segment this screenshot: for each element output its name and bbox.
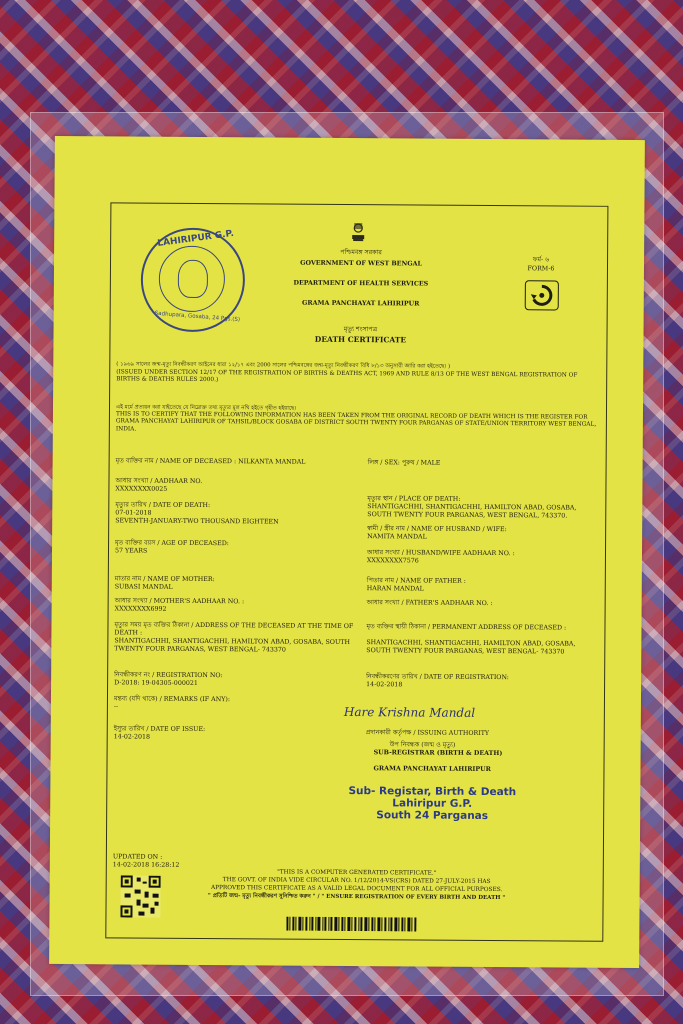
stamp-line-2: Lahiripur G.P. [392,797,473,810]
father-aadhaar-label: আধার সংখ্যা / FATHER'S AADHAAR NO. : [366,599,493,608]
permanent-address-label: মৃত ব্যক্তির স্থায়ী ঠিকানা / PERMANENT ADDRESS OF DECEASED : [366,623,567,632]
office-title: GRAMA PANCHAYAT LAHIRIPUR [302,299,420,308]
spouse-value: NAMITA MANDAL [367,533,427,541]
seal-top-text: LAHIRIPUR G.P. [156,228,235,249]
registrar-stamp [347,785,517,822]
registration-date-label: নিবন্ধীকরণের তারিখ / DATE OF REGISTRATION: [366,673,509,682]
lahiripur-gp-seal [141,228,246,333]
aadhaar-label: আধার সংখ্যা / AADHAAR NO. [115,477,203,485]
mother-label: মাতার নাম / NAME OF MOTHER: [114,575,215,584]
updated-value: 14-02-2018 16:28:12 [112,861,180,869]
place-of-death-label: মৃত্যুর স্থান / PLACE OF DEATH: [367,495,461,503]
footer-slogan: " প্রতিটি জন্ম- মৃত্যু নিবন্ধীকরণ সুনিশ্চিত করুন " / " ENSURE REGISTRATION OF EVERY BIRTH AND DEATH " [207,893,506,902]
date-of-death-value: 07-01-2018 [115,509,152,517]
issue-date-label: ইস্যুর তারিখ / DATE OF ISSUE: [113,725,206,734]
dept-title: DEPARTMENT OF HEALTH SERVICES [293,279,429,288]
form-logo-icon [525,280,559,310]
issue-date-value: 14-02-2018 [113,733,151,741]
barcode [286,917,416,932]
govt-bn: পশ্চিমবঙ্গ সরকার [340,248,382,257]
footer-line-1: "THIS IS A COMPUTER GENERATED CERTIFICATE." [277,869,437,877]
registration-no-label: নিবন্ধীকরণ নং / REGISTRATION NO: [114,671,223,680]
certify-bn: এই মর্মে প্রত্যয়ন করা যাইতেছে যে নিম্নোক্ত তথ্য মৃত্যুর মূল নথি হইতে গৃহীত হইয়াছে। [115,404,297,412]
aadhaar-value: XXXXXXXX0025 [115,485,168,493]
certify-statement: THIS IS TO CERTIFY THAT THE FOLLOWING INFORMATION HAS BEEN TAKEN FROM THE ORIGINAL RECORD OF DEATH WHICH IS THE REGISTER FOR GRAMA PANCHAYAT LAHIRIPUR OF TAHSIL/BLOCK GOSABA OF DISTRICT SOUTH TWENTY FOUR PARGANAS OF STATE/UNION TERRITORY WEST BENGAL, INDIA. [115,411,597,433]
registration-date-value: 14-02-2018 [366,681,403,689]
remarks-label: মন্তব্য (যদি থাকে) / REMARKS (IF ANY): [113,695,230,704]
footer-line-2: THE GOVT. OF INDIA VIDE CIRCULAR NO. 1/12/2014-VS(CRS) DATED 27-JULY-2015 HAS [222,877,491,886]
death-certificate [49,136,645,968]
certificate-border [105,202,608,941]
remarks-value: -- [113,703,119,711]
mother-value: SUBASI MANDAL [114,583,173,591]
registrar-title: SUB-REGISTRAR (BIRTH & DEATH) [373,749,503,758]
govt-title: GOVERNMENT OF WEST BENGAL [300,259,422,268]
spouse-aadhaar-label: আধার সংখ্যা / HUSBAND/WIFE AADHAAR NO. : [366,549,515,558]
form-number: FORM-6 [527,265,555,273]
mother-aadhaar-value: XXXXXXXX6992 [114,605,167,613]
authority-office: GRAMA PANCHAYAT LAHIRIPUR [373,765,491,774]
mother-aadhaar-label: আধার সংখ্যা / MOTHER'S AADHAAR NO. : [114,597,245,606]
registration-no-value: D-2018: 19-04305-000021 [114,679,198,687]
age-value: 57 YEARS [114,547,148,555]
spouse-aadhaar-value: XXXXXXXX7576 [366,557,419,565]
spouse-label: স্বামী / স্ত্রীর নাম / NAME OF HUSBAND / WIFE: [367,525,507,534]
father-value: HARAN MANDAL [366,585,424,593]
address-value: SHANTIGACHHI, SHANTIGACHHI, HAMILTON ABAD, GOSABA, SOUTH TWENTY FOUR PARGANAS, WEST BENGAL- 743370 [114,637,351,654]
place-of-death-value: SHANTIGACHHI, SHANTIGACHHI, HAMILTON ABAD, GOSABA, SOUTH TWENTY FOUR PARGANAS, WEST BENGAL, 743370. [367,503,577,520]
name-of-deceased: মৃত ব্যক্তির নাম / NAME OF DECEASED : NILKANTA MANDAL [115,457,306,466]
national-emblem-icon [349,219,367,243]
registrar-signature: Hare Krishna Mandal [343,704,476,720]
sex-field: লিঙ্গ / SEX: পুরুষ / MALE [367,459,441,467]
age-label: মৃত ব্যক্তির বয়স / AGE OF DECEASED: [115,539,229,548]
portrait-icon [178,260,208,298]
issued-under: (ISSUED UNDER SECTION 12/17 OF THE REGISTRATION OF BIRTHS & DEATHS ACT, 1969 AND RULE 8/13 OF THE WEST BENGAL REGISTRATION OF BIRTHS & DEATHS RULES 2000.) [116,369,578,384]
issued-under-bn: ( ১৯৬৯ সালের জন্ম-মৃত্যু নিবন্ধীকরণ আইনের ধারা ১২/১৭ এবং 2000 সালের পশ্চিমবঙ্গের জন্ম-মৃত্যু নিবন্ধীকরণ বিধি ৮/১৩ অনুসারী জারি করা হইতেছে। ) [116,361,451,370]
stamp-line-3: South 24 Parganas [376,809,489,822]
footer-line-3: APPROVED THIS CERTIFICATE AS A VALID LEGAL DOCUMENT FOR ALL OFFICIAL PURPOSES. [210,885,503,894]
date-of-death-label: মৃত্যুর তারিখ / DATE OF DEATH: [115,501,211,510]
father-label: পিতার নাম / NAME OF FATHER : [366,577,466,585]
certificate-title: DEATH CERTIFICATE [314,334,407,345]
updated-label: UPDATED ON : [112,853,163,861]
date-of-death-words: SEVENTH-JANUARY-TWO THOUSAND EIGHTEEN [115,517,279,526]
permanent-address-value: SHANTIGACHHI, SHANTIGACHHI, HAMILTON ABAD, GOSABA, SOUTH TWENTY FOUR PARGANAS, WEST BENGAL- 743370 [366,639,576,656]
seal-bottom-text: Sadhupara, Gosaba, 24 Pgs.(S) [154,310,241,324]
stamp-line-1: Sub- Registar, Birth & Death [348,785,517,799]
qr-code [120,875,160,917]
title-bn: মৃত্যু শংসাপত্র [343,325,378,334]
form-number-bn: ফর্ম- ৬ [532,256,550,264]
address-label: মৃত্যুর সময় মৃত ব্যক্তির ঠিকানা / ADDRESS OF THE DECEASED AT THE TIME OF DEATH : [114,621,354,637]
issuing-authority-label: প্রদানকারী কর্তৃপক্ষ / ISSUING AUTHORITY [365,729,490,737]
registrar-bn: উপ নিবন্ধক (জন্ম ও মৃত্যু) [389,741,456,749]
